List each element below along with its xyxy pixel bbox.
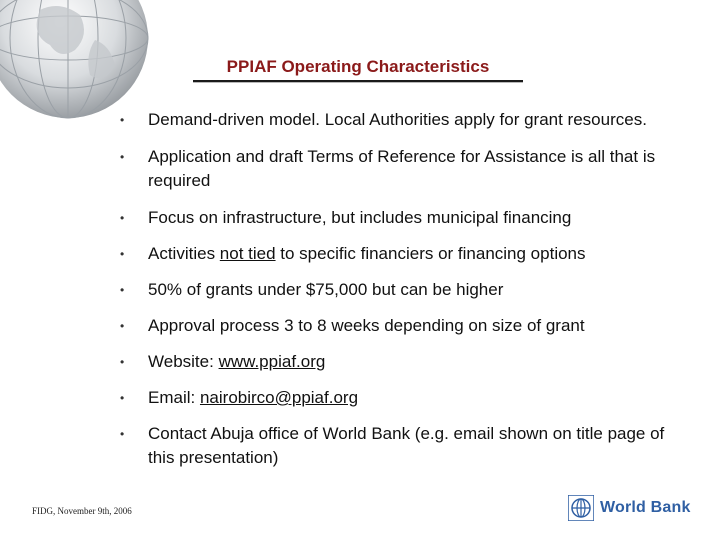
bullet-text: Contact Abuja office of World Bank (e.g. email shown on title page of this presentation) bbox=[148, 424, 665, 467]
bullet-icon: • bbox=[120, 319, 125, 333]
world-bank-emblem-icon bbox=[568, 495, 594, 521]
bullet-icon: • bbox=[120, 391, 125, 405]
logo-text: World Bank bbox=[600, 499, 691, 516]
bullet-item bbox=[120, 206, 680, 230]
bullet-item bbox=[120, 278, 680, 302]
globe-icon bbox=[0, 0, 150, 120]
bullet-item bbox=[120, 145, 680, 193]
bullet-item bbox=[120, 350, 680, 374]
bullet-text: Website: bbox=[148, 352, 219, 371]
bullet-item bbox=[120, 242, 680, 266]
bullet-text: Application and draft Terms of Reference for Assistance is all that is required bbox=[148, 147, 656, 190]
bullet-icon: • bbox=[120, 150, 125, 164]
bullet-text: Approval process 3 to 8 weeks depending on size of grant bbox=[148, 316, 585, 335]
bullet-text: Demand-driven model. Local Authorities apply for grant resources. bbox=[148, 110, 647, 129]
website-link[interactable]: www.ppiaf.org bbox=[218, 352, 326, 371]
bullet-icon: • bbox=[120, 355, 125, 369]
bullet-icon: • bbox=[120, 113, 125, 127]
page-title: PPIAF Operating Characteristics bbox=[226, 57, 490, 76]
bullet-item bbox=[120, 108, 680, 132]
bullet-list bbox=[120, 108, 680, 470]
bullet-text: Activities bbox=[148, 244, 220, 263]
title-block bbox=[193, 56, 523, 83]
bullet-text: Email: bbox=[148, 388, 200, 407]
world-bank-logo bbox=[568, 494, 691, 522]
email-link[interactable]: nairobirco@ppiaf.org bbox=[199, 388, 359, 407]
emphasis-text: not tied bbox=[219, 244, 276, 263]
footer-text: FIDG, November 9th, 2006 bbox=[32, 506, 132, 516]
bullet-text: 50% of grants under $75,000 but can be higher bbox=[148, 280, 504, 299]
title-underline-shadow bbox=[193, 82, 523, 83]
bullet-text: to specific financiers or financing options bbox=[275, 244, 586, 263]
bullet-item bbox=[120, 314, 680, 338]
bullet-item bbox=[120, 422, 680, 470]
bullet-icon: • bbox=[120, 283, 125, 297]
bullet-text: Focus on infrastructure, but includes municipal financing bbox=[148, 208, 572, 227]
bullet-icon: • bbox=[120, 427, 125, 441]
bullet-item bbox=[120, 386, 680, 410]
bullet-icon: • bbox=[120, 211, 125, 225]
bullet-icon: • bbox=[120, 247, 125, 261]
